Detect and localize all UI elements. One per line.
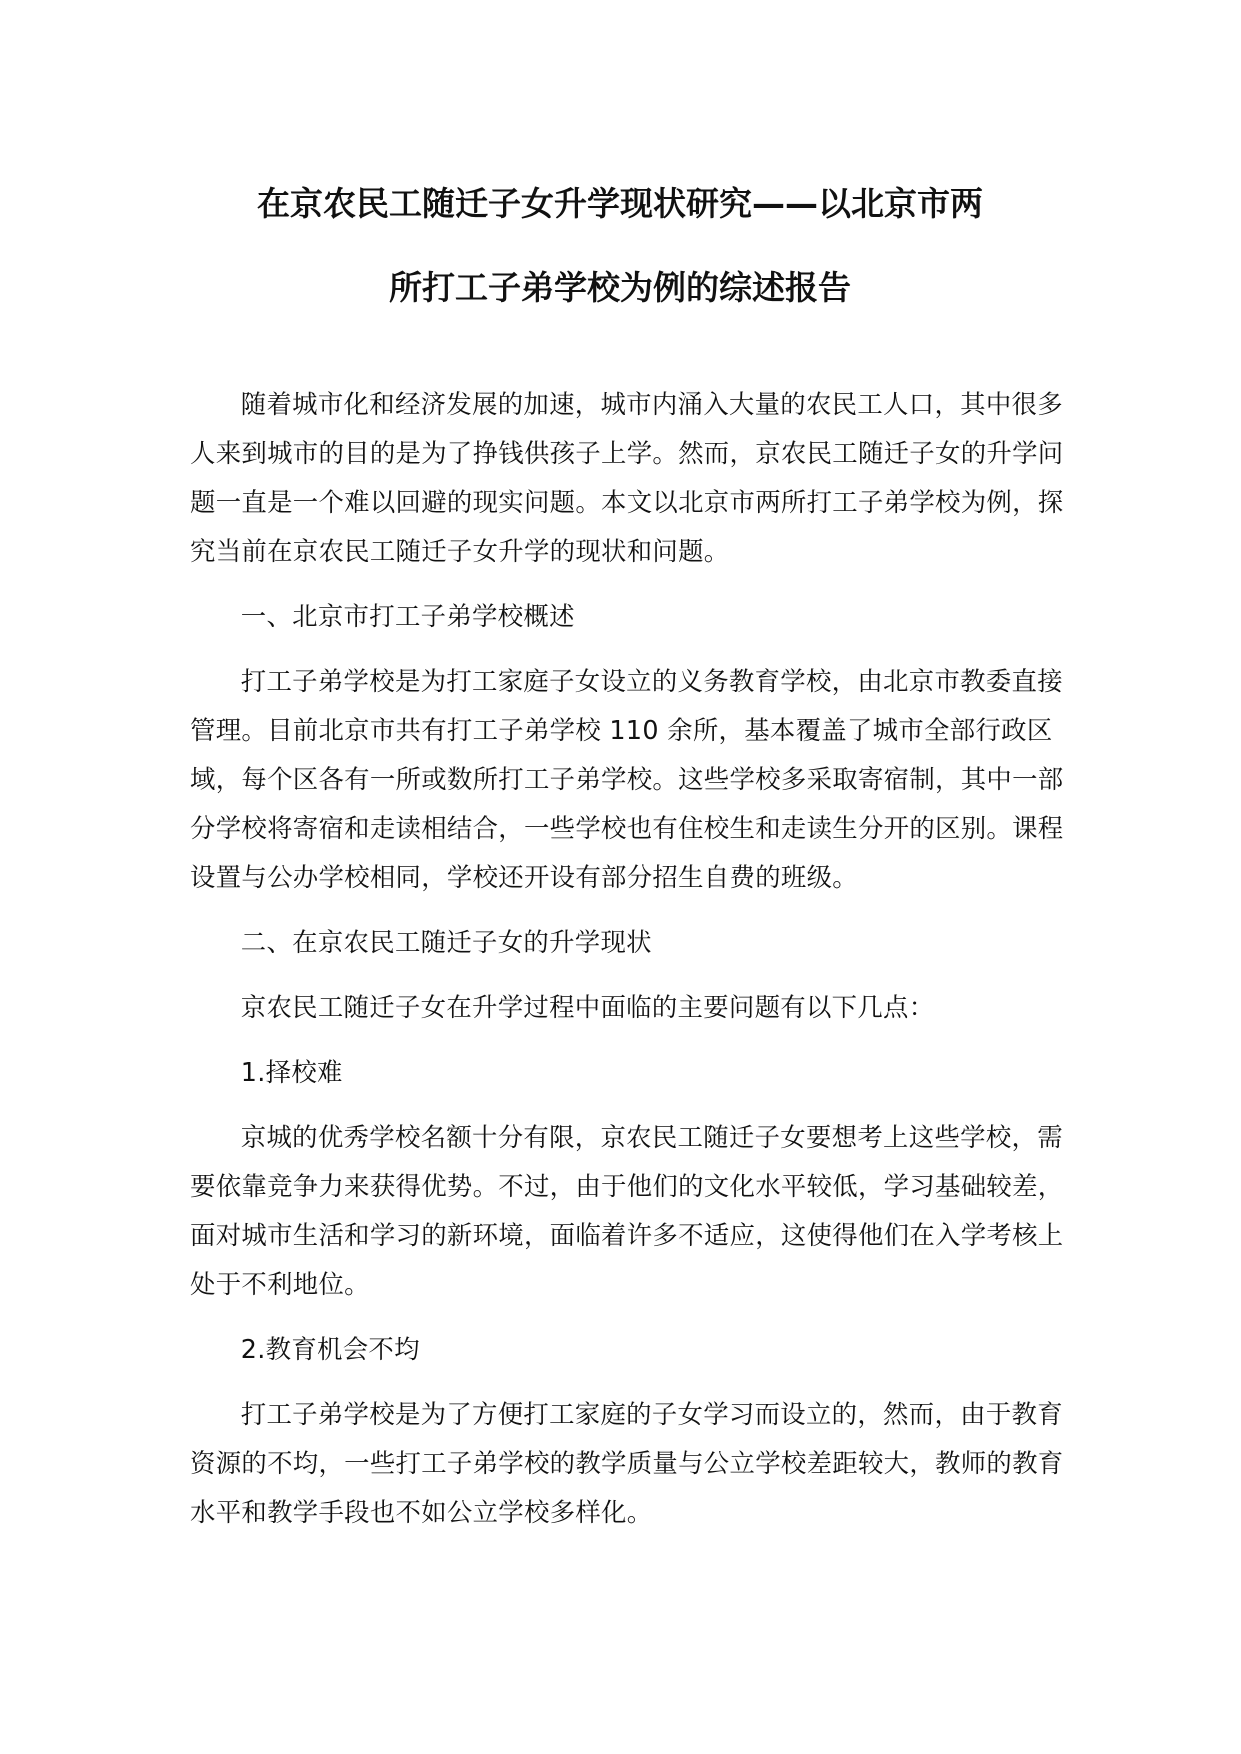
subheading-1: 1.择校难 bbox=[240, 1057, 343, 1087]
section-heading-1: 一、北京市打工子弟学校概述 bbox=[240, 601, 575, 631]
document-title-line-1: 在京农民工随迁子女升学现状研究——以北京市两 bbox=[257, 184, 983, 223]
subheading-2: 2.教育机会不均 bbox=[240, 1334, 420, 1364]
document-body bbox=[190, 380, 1080, 1537]
section-heading-2: 二、在京农民工随迁子女的升学现状 bbox=[240, 927, 652, 957]
subsection-1-paragraph: 京城的优秀学校名额十分有限，京农民工随迁子女要想考上这些学校，需要依靠竞争力来获得优势。不过，由于他们的文化水平较低，学习基础较差，面对城市生活和学习的新环境，面临着许多不适应，这使得他们在入学考核上处于不利地位。 bbox=[190, 1122, 1064, 1299]
subsection-2-paragraph: 打工子弟学校是为了方便打工家庭的子女学习而设立的，然而，由于教育资源的不均，一些打工子弟学校的教学质量与公立学校差距较大，教师的教育水平和教学手段也不如公立学校多样化。 bbox=[190, 1399, 1064, 1527]
intro-paragraph: 随着城市化和经济发展的加速，城市内涌入大量的农民工人口，其中很多人来到城市的目的是为了挣钱供孩子上学。然而，京农民工随迁子女的升学问题一直是一个难以回避的现实问题。本文以北京市两所打工子弟学校为例，探究当前在京农民工随迁子女升学的现状和问题。 bbox=[190, 389, 1064, 566]
document-title-line-2: 所打工子弟学校为例的综述报告 bbox=[389, 268, 851, 307]
section-1-paragraph: 打工子弟学校是为打工家庭子女设立的义务教育学校，由北京市教委直接管理。目前北京市共有打工子弟学校 110 余所，基本覆盖了城市全部行政区域，每个区各有一所或数所打工子弟学校。这些学校多采取寄宿制，其中一部分学校将寄宿和走读相结合，一些学校也有住校生和走读生分开的区别。课程设置与公办学校相同，学校还开设有部分招生自费的班级。 bbox=[190, 666, 1064, 892]
section-2-intro-paragraph: 京农民工随迁子女在升学过程中面临的主要问题有以下几点： bbox=[240, 992, 935, 1022]
